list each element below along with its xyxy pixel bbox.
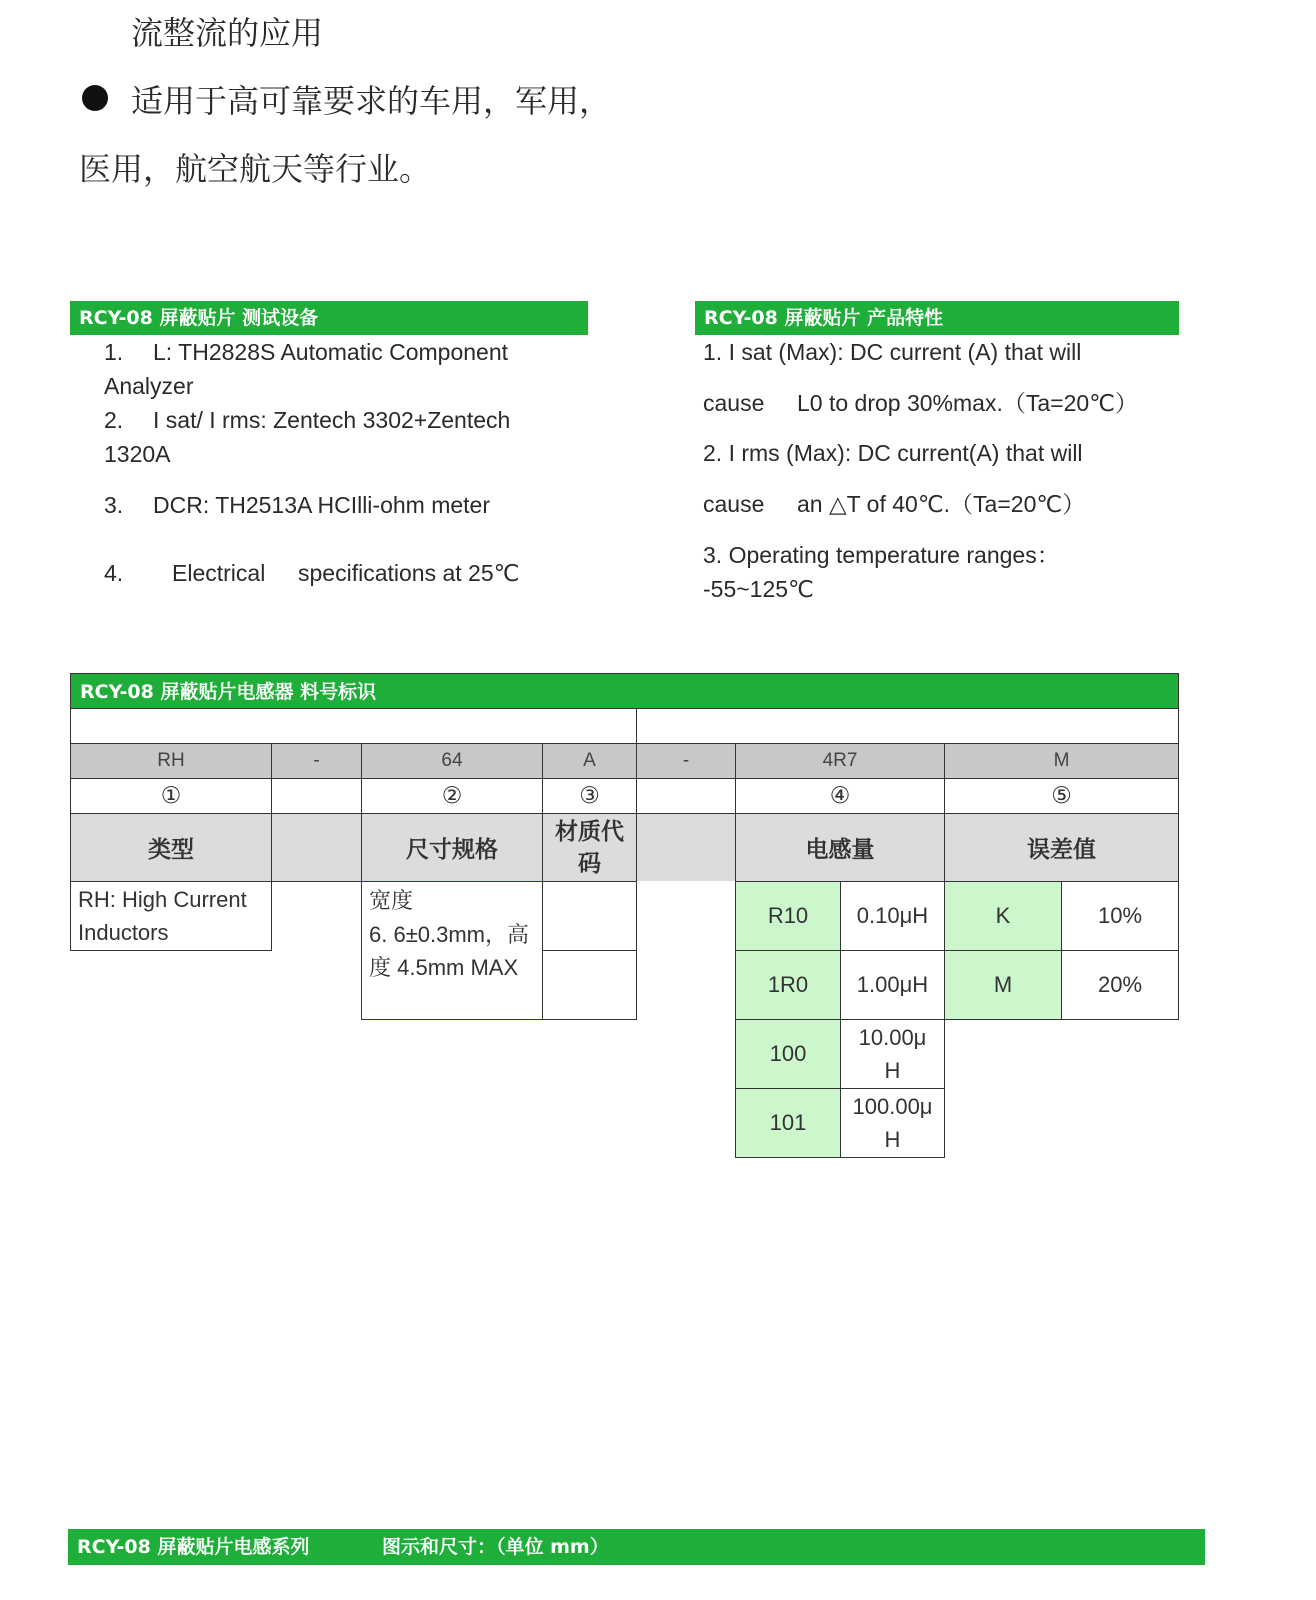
inductance-value: 0.10μH <box>840 881 945 951</box>
tolerance-code: M <box>944 950 1062 1020</box>
heading-blank <box>271 813 362 882</box>
inductance-code: 101 <box>735 1088 841 1158</box>
code-cell: 64 <box>361 743 543 779</box>
marker-blank-cell <box>636 778 736 814</box>
inductance-value-line1: 10.00μ <box>858 1025 927 1050</box>
test-item-1-num: 1. <box>104 339 124 365</box>
code-cell: RH <box>70 743 272 779</box>
tolerance-value: 10% <box>1061 881 1179 951</box>
inductance-value: 1.00μH <box>840 950 945 1020</box>
heading-material-line1: 材质代 <box>555 818 624 845</box>
tolerance-value: 20% <box>1061 950 1179 1020</box>
inductance-code: 100 <box>735 1019 841 1089</box>
test-equipment-header: RCY-08 屏蔽贴片 测试设备 <box>70 301 588 335</box>
bullet-dot-icon <box>82 85 108 111</box>
code-cell: 4R7 <box>735 743 945 779</box>
part-number-header: RCY-08 屏蔽贴片电感器 料号标识 <box>70 673 1179 709</box>
heading-gap <box>637 814 735 881</box>
blank-cell-left <box>70 708 637 744</box>
code-cell: M <box>944 743 1179 779</box>
inductance-value-line2: H <box>884 1058 901 1083</box>
marker-blank-cell <box>271 778 362 814</box>
test-item-4-num: 4. <box>104 560 124 586</box>
feature-1-line1: 1. I sat (Max): DC current (A) that will <box>703 339 1082 365</box>
heading-type: 类型 <box>70 813 272 882</box>
inductance-code: R10 <box>735 881 841 951</box>
marker-cell: ⑤ <box>944 778 1179 814</box>
intro-line-3: 医用，航空航天等行业。 <box>79 150 432 188</box>
heading-material-line2: 码 <box>578 850 601 877</box>
test-item-3-line1: DCR: TH2513A HCIlli-ohm meter <box>153 492 491 518</box>
marker-cell: ③ <box>542 778 637 814</box>
heading-inductance: 电感量 <box>735 813 945 882</box>
feature-3-line2: -55~125℃ <box>703 576 814 602</box>
test-item-4-word1: Electrical <box>172 560 266 586</box>
marker-cell: ① <box>70 778 272 814</box>
size-desc-line1: 宽度 <box>369 889 414 914</box>
size-desc-line2: 6. 6±0.3mm，高 <box>369 922 530 947</box>
size-desc-line3: 度 4.5mm MAX <box>369 955 519 980</box>
intro-bullet-line: 适用于高可靠要求的车用，军用， <box>131 82 612 120</box>
type-desc-line1: RH: High Current <box>78 887 247 912</box>
series-header-left: RCY-08 屏蔽贴片电感系列 <box>77 1536 310 1558</box>
feature-2-line2: an △T of 40℃.（Ta=20℃） <box>797 491 1086 517</box>
marker-cell: ④ <box>735 778 945 814</box>
product-features-header: RCY-08 屏蔽贴片 产品特性 <box>695 301 1179 335</box>
feature-2-cause: cause <box>703 491 765 517</box>
series-header <box>68 1529 1205 1565</box>
heading-material <box>542 813 637 882</box>
code-cell: - <box>271 743 362 779</box>
inductance-value <box>840 1088 945 1158</box>
blank-cell-right <box>636 708 1179 744</box>
size-description <box>361 881 543 1020</box>
feature-1-line2: L0 to drop 30%max.（Ta=20℃） <box>797 390 1138 416</box>
test-item-2-line2: 1320A <box>104 441 171 467</box>
heading-size: 尺寸规格 <box>361 813 543 882</box>
material-empty-cell <box>542 881 637 951</box>
test-item-2-line1: I sat/ I rms: Zentech 3302+Zentech <box>153 407 511 433</box>
test-item-2-num: 2. <box>104 407 124 433</box>
series-header-right: 图示和尺寸：（单位 mm） <box>382 1536 609 1558</box>
inductance-value-line2: H <box>884 1127 901 1152</box>
material-empty-cell <box>542 950 637 1020</box>
test-item-1-line1: L: TH2828S Automatic Component <box>153 339 509 365</box>
code-cell: A <box>542 743 637 779</box>
intro-line-1: 流整流的应用 <box>131 14 324 52</box>
code-cell: - <box>636 743 736 779</box>
inductance-code: 1R0 <box>735 950 841 1020</box>
test-item-1-line2: Analyzer <box>104 373 194 399</box>
feature-3-line1: 3. Operating temperature ranges： <box>703 542 1060 568</box>
test-item-4-word2: specifications at 25℃ <box>298 560 520 586</box>
inductance-value-line1: 100.00μ <box>852 1094 933 1119</box>
feature-2-line1: 2. I rms (Max): DC current(A) that will <box>703 440 1083 466</box>
heading-tolerance: 误差值 <box>944 813 1179 882</box>
type-description <box>70 881 272 951</box>
test-item-3-num: 3. <box>104 492 124 518</box>
type-desc-line2: Inductors <box>78 920 169 945</box>
feature-1-cause: cause <box>703 390 765 416</box>
tolerance-code: K <box>944 881 1062 951</box>
inductance-value <box>840 1019 945 1089</box>
marker-cell: ② <box>361 778 543 814</box>
